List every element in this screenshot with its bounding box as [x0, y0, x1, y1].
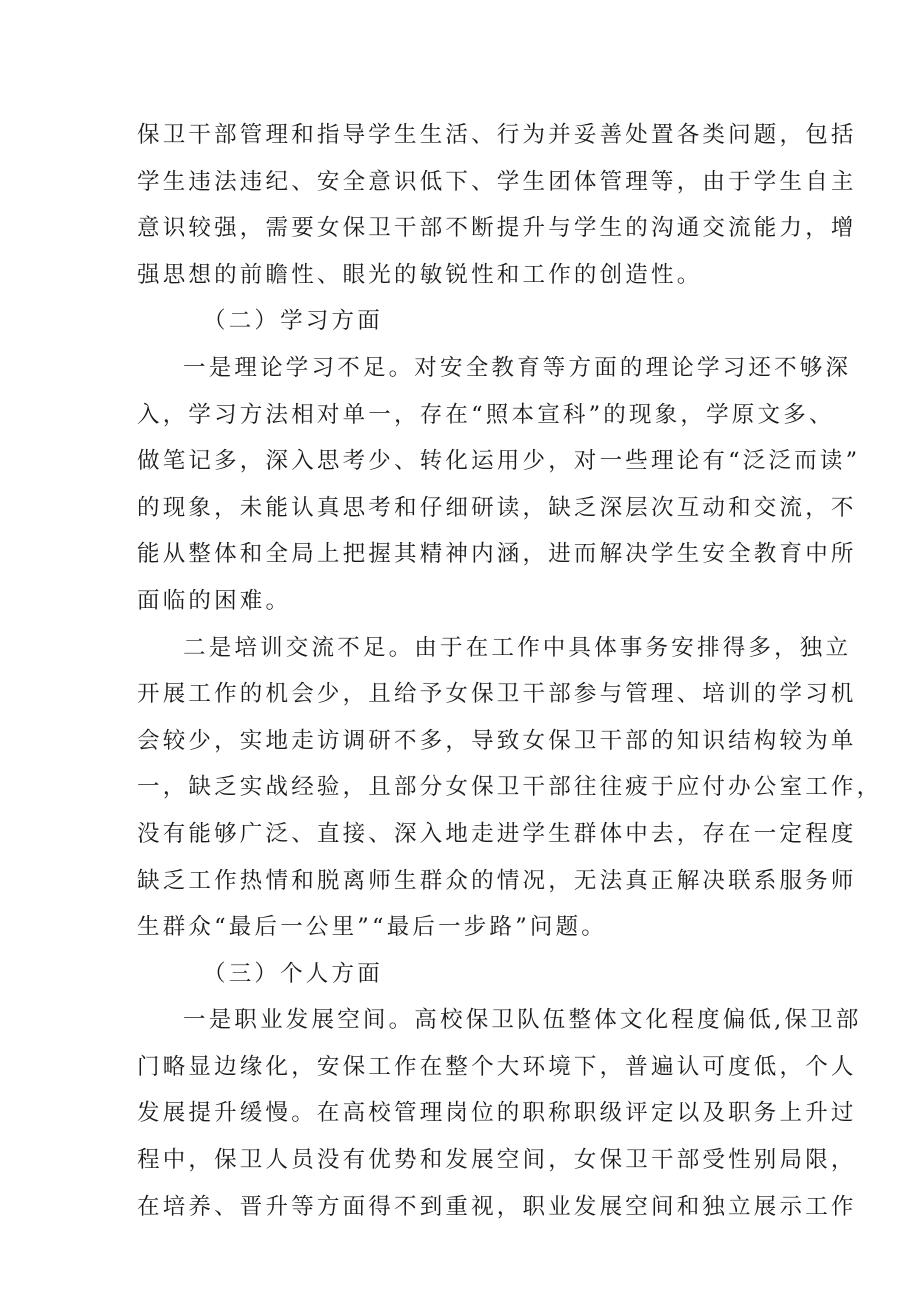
text-line: 一，缺乏实战经验，且部分女保卫干部往往疲于应付办公室工作， [137, 774, 883, 801]
text-line: 一是职业发展空间。高校保卫队伍整体文化程度偏低,保卫部 [183, 1007, 862, 1034]
text-line: 门略显边缘化，安保工作在整个大环境下，普遍认可度低，个人 [137, 1053, 857, 1080]
section-heading-personal: （三）个人方面 [203, 960, 383, 987]
text-line: 发展提升缓慢。在高校管理岗位的职称职级评定以及职务上升过 [137, 1100, 857, 1127]
text-line: 保卫干部管理和指导学生生活、行为并妥善处置各类问题，包括 [137, 122, 857, 148]
paragraph-career [137, 997, 862, 1230]
document-page [137, 112, 883, 1230]
text-line: 学生违法违纪、安全意识低下、学生团体管理等，由于学生自主 [137, 168, 857, 195]
text-line: 二是培训交流不足。由于在工作中具体事务安排得多，独立 [183, 634, 852, 661]
text-line: 没有能够广泛、直接、深入地走进学生群体中去，存在一定程度 [137, 820, 857, 847]
text-line: 会较少，实地走访调研不多，导致女保卫干部的知识结构较为单 [137, 727, 857, 754]
text-line: 一是理论学习不足。对安全教育等方面的理论学习还不够深 [183, 354, 852, 381]
text-line: 在培养、晋升等方面得不到重视，职业发展空间和独立展示工作 [137, 1193, 857, 1220]
paragraph-intro [137, 112, 857, 298]
text-line: 程中，保卫人员没有优势和发展空间，女保卫干部受性别局限， [137, 1147, 857, 1174]
paragraph-theory [137, 345, 861, 625]
text-line: 缺乏工作热情和脱离师生群众的情况，无法真正解决联系服务师 [137, 867, 857, 894]
text-line: 做笔记多，深入思考少、转化运用少，对一些理论有“泛泛而读” [137, 448, 861, 475]
paragraph-training [137, 625, 883, 951]
text-line: 面临的困难。 [137, 587, 292, 614]
text-line: 意识较强，需要女保卫干部不断提升与学生的沟通交流能力，增 [137, 215, 857, 242]
text-line: 入，学习方法相对单一，存在“照本宣科”的现象，学原文多、 [137, 401, 835, 428]
text-line: 生群众“最后一公里”“最后一步路”问题。 [137, 914, 608, 941]
text-line: 的现象，未能认真思考和仔细研读，缺乏深层次互动和交流，不 [137, 494, 857, 521]
text-line: 能从整体和全局上把握其精神内涵，进而解决学生安全教育中所 [137, 541, 857, 568]
text-line: 强思想的前瞻性、眼光的敏锐性和工作的创造性。 [137, 261, 703, 288]
section-heading-study: （二）学习方面 [203, 308, 383, 335]
text-line: 开展工作的机会少，且给予女保卫干部参与管理、培训的学习机 [137, 681, 857, 708]
